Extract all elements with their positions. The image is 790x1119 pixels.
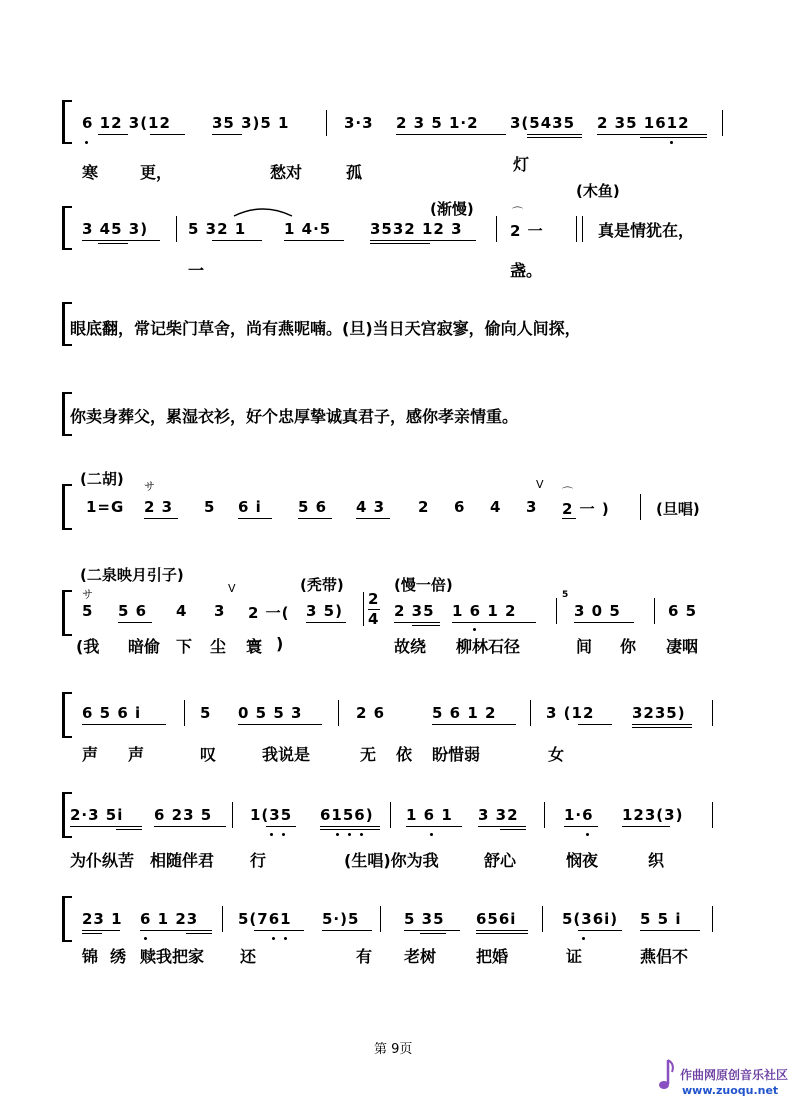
lyric: 愁对 <box>270 163 303 182</box>
breath-icon: V <box>536 478 544 491</box>
watermark-title: 作曲网原创音乐社区 <box>680 1068 789 1082</box>
underline <box>500 829 526 830</box>
low-dot <box>272 937 275 940</box>
note-group: 1 4·5 <box>284 220 332 238</box>
note-group: 3 0 5 <box>574 602 621 620</box>
note-group: 5 6 <box>118 602 148 620</box>
underline <box>478 826 526 827</box>
system-bracket <box>62 484 72 530</box>
underline <box>370 240 476 241</box>
note-group: 2 6 <box>356 704 386 722</box>
low-dot <box>85 141 88 144</box>
note-group: 2 3 <box>144 498 174 516</box>
barline <box>542 906 543 932</box>
underline <box>527 137 582 138</box>
lyric: 寰 <box>246 637 263 656</box>
underline <box>394 622 440 623</box>
lyric: 你 <box>620 637 637 656</box>
barline <box>232 802 233 828</box>
lyric: 为仆纵苦 <box>70 851 135 870</box>
lyric: 证 <box>566 947 583 966</box>
note-group: 1 6 1 <box>406 806 453 824</box>
barline <box>530 700 531 726</box>
barline <box>363 592 364 626</box>
spoken-text: 眼底翻，常记柴门草舍，尚有燕呢喃。(旦)当日天宫寂寥，偷向人间探， <box>70 319 581 338</box>
lyric: 女 <box>548 745 565 764</box>
underline <box>640 137 707 138</box>
underline <box>116 829 142 830</box>
underline <box>254 930 304 931</box>
barline <box>654 598 655 624</box>
fermata-icon: ⌒ <box>562 486 573 499</box>
tempo-marking: (渐慢) <box>430 200 474 218</box>
underline <box>574 622 634 623</box>
note-group: 5 32 1 <box>188 220 247 238</box>
underline <box>404 930 460 931</box>
note-group: 6 1 23 <box>140 910 199 928</box>
music-note-icon <box>656 1058 676 1094</box>
watermark-url: www.zuoqu.net <box>682 1084 779 1097</box>
underline <box>476 930 528 931</box>
lyric: 燕侣不 <box>640 947 689 966</box>
underline <box>212 240 262 241</box>
note-group: 1 6 1 2 <box>452 602 517 620</box>
note-group: 6 5 6 i <box>82 704 142 722</box>
barline <box>380 906 381 932</box>
low-dot <box>586 833 589 836</box>
lyric: (生唱)你为我 <box>344 851 439 870</box>
underline <box>98 134 128 135</box>
key-signature: 1=G <box>86 498 125 516</box>
lyric: (我 <box>76 637 100 656</box>
note-group: 2 3 5 1·2 <box>396 114 479 132</box>
watermark-logo <box>656 1058 676 1094</box>
underline <box>564 826 598 827</box>
lyric: 把婚 <box>476 947 509 966</box>
note-group: 3 32 <box>478 806 519 824</box>
system-bracket <box>62 100 72 144</box>
lyric: 依 <box>396 745 413 764</box>
tie-icon <box>232 202 294 218</box>
section-label: (二泉映月引子) <box>80 566 184 584</box>
note-group: 2·3 5i <box>70 806 124 824</box>
note-group: 5 <box>200 704 212 722</box>
lyric: 凄咽 <box>666 637 699 656</box>
lyric: 相随伴君 <box>150 851 215 870</box>
note-group: 2 <box>418 498 430 516</box>
barline <box>712 906 713 932</box>
lyric: 织 <box>648 851 665 870</box>
underline <box>406 826 462 827</box>
note-group: 5 <box>82 602 94 620</box>
barline <box>338 700 339 726</box>
lyric: 声 <box>82 745 99 764</box>
low-dot <box>270 833 273 836</box>
low-dot <box>582 937 585 940</box>
barline <box>222 906 223 932</box>
underline <box>70 826 142 827</box>
underline <box>527 134 582 135</box>
underline <box>396 134 506 135</box>
underline <box>140 930 212 931</box>
note-group: 5(36i) <box>562 910 619 928</box>
note-group: 3 <box>526 498 538 516</box>
lyric: 还 <box>240 947 257 966</box>
barline <box>712 700 713 726</box>
note-group: 1·6 <box>564 806 594 824</box>
lyric: 行 <box>250 851 267 870</box>
lyric: 声 <box>128 745 145 764</box>
note-group: 0 5 5 3 <box>238 704 303 722</box>
note-group: 6156) <box>320 806 374 824</box>
note-group: 2 一 <box>510 222 544 240</box>
double-barline <box>576 216 577 242</box>
time-signature-bottom: 4 <box>368 610 380 628</box>
low-dot <box>336 833 339 836</box>
system-bracket <box>62 896 72 942</box>
underline <box>597 134 707 135</box>
underline <box>82 933 102 934</box>
underline <box>238 518 272 519</box>
underline <box>82 930 120 931</box>
underline <box>420 933 446 934</box>
lyric: 赎我把家 <box>140 947 205 966</box>
note-group: 5·)5 <box>322 910 360 928</box>
note-group: 6 i <box>238 498 262 516</box>
grace-note: 5 <box>562 590 569 600</box>
note-group: 3532 12 3 <box>370 220 463 238</box>
underline <box>144 518 178 519</box>
tempo-marking: (木鱼) <box>576 182 620 200</box>
lyric: 盏。 <box>510 261 543 280</box>
underline <box>320 826 380 827</box>
underline <box>82 724 166 725</box>
underline <box>356 518 390 519</box>
underline <box>632 727 692 728</box>
note-group: 5 6 <box>298 498 328 516</box>
lyric: 灯 <box>513 155 530 174</box>
note-group: 3 5) <box>306 602 343 620</box>
lyric: 老树 <box>404 947 437 966</box>
underline <box>562 518 576 519</box>
time-signature-top: 2 <box>368 590 380 608</box>
lyric: 柳林石径 <box>456 637 521 656</box>
tempo-marking: (秃带) <box>300 576 344 594</box>
barline <box>544 802 545 828</box>
underline <box>212 134 242 135</box>
lyric: 更， <box>140 163 173 182</box>
note-group: 6 23 5 <box>154 806 213 824</box>
note-group: 4 3 <box>356 498 386 516</box>
note-group: 3 45 3) <box>82 220 149 238</box>
lyric: 尘 <box>210 637 227 656</box>
lyric: 盼惜弱 <box>432 745 481 764</box>
underline <box>150 134 185 135</box>
breath-icon: V <box>228 582 236 595</box>
note-group: 2 一 ) <box>562 500 610 518</box>
double-barline <box>582 216 583 242</box>
note-group: 3 <box>214 602 226 620</box>
barline <box>184 700 185 726</box>
underline <box>82 240 160 241</box>
note-group: 3(5435 <box>510 114 576 132</box>
low-dot <box>284 937 287 940</box>
underline <box>322 930 372 931</box>
underline <box>154 826 226 827</box>
note-group: 5 6 1 2 <box>432 704 497 722</box>
underline <box>370 243 430 244</box>
note-group: 6 5 <box>668 602 698 620</box>
underline <box>578 724 612 725</box>
underline <box>640 930 700 931</box>
note-group: 2 35 <box>394 602 435 620</box>
lyric: 有 <box>356 947 373 966</box>
lyric: 暗偷 <box>128 637 161 656</box>
underline <box>632 724 692 725</box>
low-dot <box>348 833 351 836</box>
spoken-text: 真是情犹在， <box>598 221 695 240</box>
lyric: 故绕 <box>394 637 427 656</box>
note-group: 5 35 <box>404 910 445 928</box>
system-bracket <box>62 692 72 738</box>
underline <box>476 933 528 934</box>
note-group: 6 12 3(12 <box>82 114 171 132</box>
underline <box>284 240 344 241</box>
underline <box>622 826 670 827</box>
note-group: 2 35 1612 <box>597 114 690 132</box>
tempo-marking: (慢一倍) <box>394 576 453 594</box>
spoken-text: 你卖身葬父，累湿衣衫，好个忠厚挚诚真君子，感你孝亲情重。 <box>70 407 519 426</box>
lyric: 悯夜 <box>566 851 599 870</box>
lyric: 叹 <box>200 745 217 764</box>
lyric: 间 <box>576 637 593 656</box>
free-tempo-icon: サ <box>144 480 155 493</box>
note-group: 4 <box>490 498 502 516</box>
low-dot <box>430 833 433 836</box>
note-group: 23 1 <box>82 910 123 928</box>
underline <box>306 622 346 623</box>
barline <box>712 802 713 828</box>
underline <box>578 930 622 931</box>
barline <box>496 216 497 242</box>
note-group: 5(761 <box>238 910 292 928</box>
lyric: 锦 <box>82 947 99 966</box>
free-tempo-icon: サ <box>82 588 93 601</box>
note-group: 5 <box>204 498 216 516</box>
note-group: 2 一( <box>248 604 290 622</box>
lyric: 无 <box>360 745 377 764</box>
underline <box>298 518 332 519</box>
barline <box>326 110 327 136</box>
lyric: 我说是 <box>262 745 311 764</box>
note-group: 123(3) <box>622 806 684 824</box>
low-dot <box>282 833 285 836</box>
lyric: 孤 <box>346 163 363 182</box>
lyric: ) <box>276 634 284 653</box>
lyric: 一 <box>188 261 205 280</box>
underline <box>412 625 440 626</box>
system-bracket <box>62 206 72 250</box>
underline <box>452 622 536 623</box>
underline <box>118 622 152 623</box>
lyric: 下 <box>176 637 193 656</box>
lyric: 寒 <box>82 163 99 182</box>
note-group: 35 3)5 1 <box>212 114 290 132</box>
note-group: 3 (12 <box>546 704 595 722</box>
low-dot <box>670 141 673 144</box>
role-label: (旦唱) <box>656 500 700 518</box>
note-group: 3235) <box>632 704 686 722</box>
note-group: 5 5 i <box>640 910 682 928</box>
note-group: 3·3 <box>344 114 374 132</box>
barline <box>556 598 557 624</box>
underline <box>320 829 380 830</box>
page-number: 第 9页 <box>374 1042 413 1057</box>
lyric: 舒心 <box>484 851 517 870</box>
underline <box>432 724 516 725</box>
barline <box>176 216 177 242</box>
barline <box>640 494 641 520</box>
note-group: 4 <box>176 602 188 620</box>
note-group: 656i <box>476 910 517 928</box>
fermata-icon: ⌒ <box>512 206 523 219</box>
barline <box>390 802 391 828</box>
underline <box>238 724 322 725</box>
system-bracket <box>62 590 72 636</box>
barline <box>722 110 723 136</box>
note-group: 1(35 <box>250 806 293 824</box>
note-group: 6 <box>454 498 466 516</box>
instrument-label: (二胡) <box>80 470 124 488</box>
underline <box>98 243 128 244</box>
underline <box>186 933 212 934</box>
low-dot <box>144 937 147 940</box>
underline <box>266 826 296 827</box>
low-dot <box>360 833 363 836</box>
low-dot <box>473 628 476 631</box>
lyric: 绣 <box>110 947 127 966</box>
